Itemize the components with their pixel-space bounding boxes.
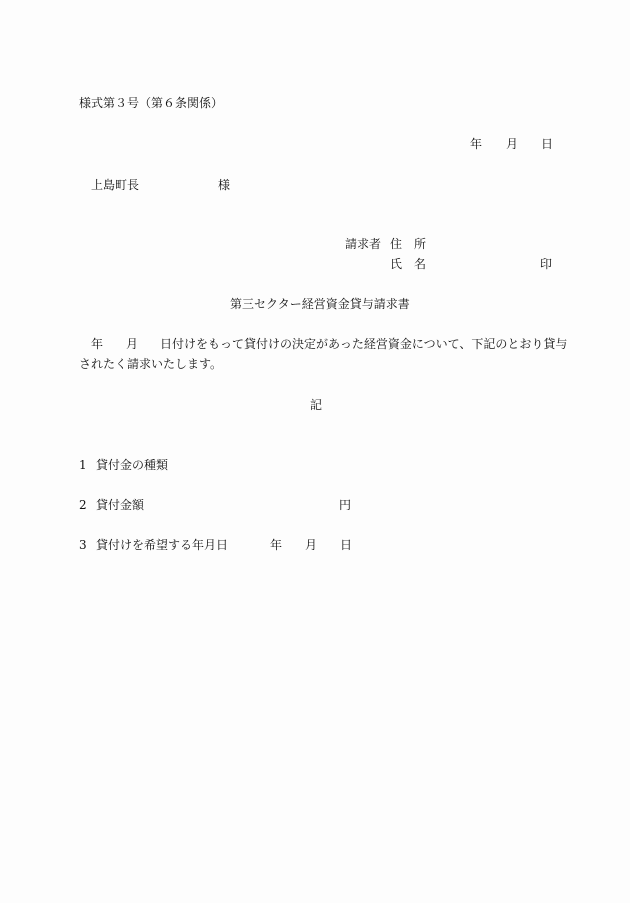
requester-label: 請求者 [345, 237, 382, 251]
addressee-honorific: 様 [218, 178, 231, 192]
ki-heading: 記 [310, 398, 323, 412]
item-2-unit: 円 [339, 498, 352, 512]
body-line-2: されたく請求いたします。 [79, 357, 223, 371]
addressee-name: 上島町長 [91, 178, 140, 192]
item-2-number: 2 [79, 498, 87, 512]
item-1-label: 貸付金の種類 [96, 458, 169, 472]
seal-mark: 印 [540, 257, 553, 271]
date-day: 日 [541, 137, 554, 151]
item-3-number: 3 [79, 538, 87, 552]
body-line-1: 日付けをもって貸付けの決定があった経営資金について、下記のとおり貸与 [160, 337, 568, 351]
item-3-month: 月 [305, 538, 318, 552]
item-2-label: 貸付金額 [96, 498, 145, 512]
address-label: 住 所 [390, 237, 427, 251]
body-month: 月 [126, 337, 139, 351]
name-label: 氏 名 [390, 257, 427, 271]
date-month: 月 [506, 137, 519, 151]
form-number: 様式第３号（第６条関係） [79, 96, 224, 110]
body-year: 年 [91, 337, 104, 351]
document-title: 第三セクター経営資金貸与請求書 [230, 297, 410, 311]
item-3-label: 貸付けを希望する年月日 [96, 538, 229, 552]
item-3-year: 年 [270, 538, 283, 552]
date-year: 年 [470, 137, 483, 151]
item-1-number: 1 [79, 458, 87, 472]
item-3-day: 日 [340, 538, 353, 552]
